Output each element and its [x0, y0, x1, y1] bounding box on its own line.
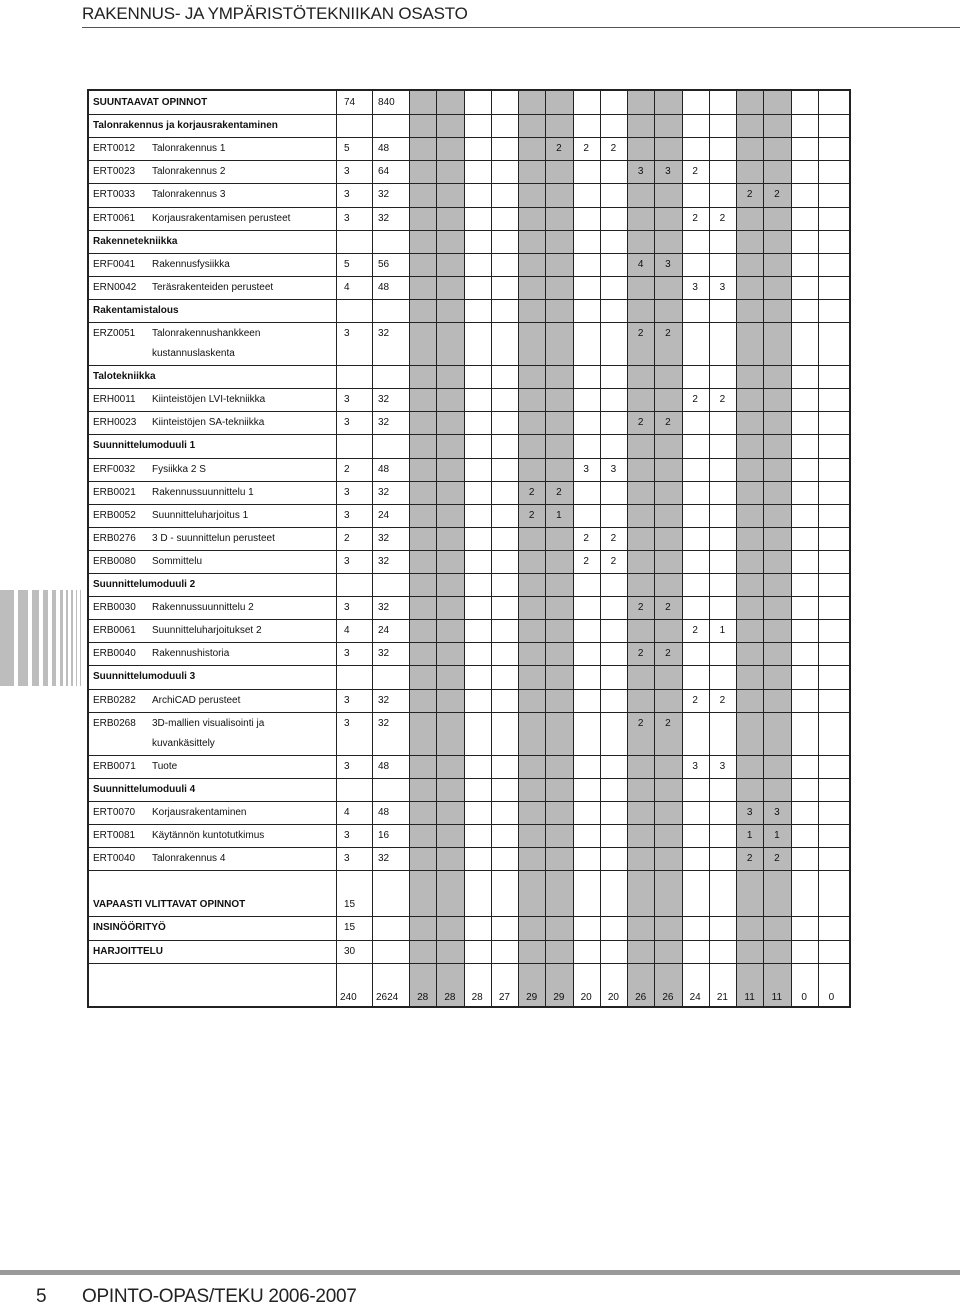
- group-heading: Talonrakennus ja korjausrakentaminen: [93, 120, 278, 132]
- semester-hours-cell: 3: [692, 281, 698, 293]
- row-divider: [89, 550, 849, 551]
- page-number: 5: [36, 1286, 47, 1307]
- row-divider: [89, 481, 849, 482]
- column-divider: [491, 91, 492, 1006]
- course-name: Kiinteistöjen LVI-tekniikka: [152, 394, 266, 406]
- semester-hours-cell: 2: [719, 394, 726, 406]
- semester-column-shade: [518, 91, 545, 1006]
- row-divider: [89, 801, 849, 802]
- row-divider: [89, 940, 849, 941]
- semester-hours-cell: 2: [665, 328, 671, 339]
- semester-hours-cell: 3: [692, 760, 698, 772]
- course-name: ArchiCAD perusteet: [152, 694, 241, 706]
- row-divider: [89, 114, 849, 115]
- row-divider: [89, 755, 849, 756]
- column-divider: [336, 91, 337, 1006]
- semester-hours-cell: 3: [774, 806, 780, 818]
- hours-cell: 32: [378, 486, 390, 498]
- course-name: Teräsrakenteiden perusteet: [152, 281, 274, 293]
- hours-cell: 840: [378, 97, 395, 108]
- semester-hours-cell: 2: [637, 328, 644, 339]
- group-heading: Suunnittelumoduuli 2: [93, 579, 196, 590]
- semester-hours-cell: 2: [610, 143, 617, 155]
- decorative-barcode: [0, 590, 88, 686]
- row-divider: [89, 388, 849, 389]
- semester-total-cell: 11: [744, 991, 755, 1003]
- course-name: Talonrakennus 1: [152, 143, 226, 155]
- row-divider: [89, 665, 849, 666]
- semester-total-cell: 20: [607, 991, 619, 1003]
- hours-cell: 32: [378, 532, 390, 544]
- semester-hours-cell: 3: [637, 166, 644, 178]
- row-divider: [89, 619, 849, 620]
- row-divider: [89, 847, 849, 848]
- semester-column-shade: [763, 91, 790, 1006]
- total-credits: 240: [340, 991, 357, 1003]
- semester-total-cell: 21: [716, 991, 728, 1003]
- row-divider: [89, 870, 849, 871]
- hours-cell: 24: [378, 509, 390, 521]
- course-name-cont: kuvankäsittely: [152, 737, 215, 749]
- credits-cell: 5: [344, 143, 350, 155]
- course-name: Talonrakennus 3: [152, 189, 226, 201]
- column-divider: [518, 91, 519, 1006]
- course-code: ERB0061: [93, 625, 136, 637]
- semester-total-cell: 24: [689, 991, 701, 1003]
- row-divider: [89, 527, 849, 528]
- semester-hours-cell: 2: [610, 532, 617, 544]
- row-divider: [89, 276, 849, 277]
- course-name: 3 D - suunnittelun perusteet: [152, 532, 275, 544]
- row-divider: [89, 824, 849, 825]
- semester-hours-cell: 2: [692, 394, 698, 406]
- semester-hours-cell: 2: [774, 853, 780, 865]
- column-divider: [818, 91, 819, 1006]
- semester-hours-cell: 2: [665, 417, 671, 429]
- course-code: ERT0061: [93, 212, 136, 224]
- column-divider: [682, 91, 683, 1006]
- semester-hours-cell: 3: [583, 463, 589, 475]
- semester-hours-cell: 2: [583, 555, 589, 567]
- semester-hours-cell: 2: [528, 509, 535, 521]
- column-divider: [709, 91, 710, 1006]
- semester-hours-cell: 2: [528, 486, 535, 498]
- course-code: ERB0040: [93, 648, 136, 660]
- column-divider: [763, 91, 764, 1006]
- course-name: Talonrakennus 2: [152, 166, 226, 178]
- credits-cell: 3: [344, 760, 350, 772]
- course-code: ERB0021: [93, 486, 136, 498]
- semester-hours-cell: 3: [746, 806, 753, 818]
- semester-hours-cell: 2: [692, 166, 698, 178]
- semester-total-cell: 0: [801, 991, 807, 1003]
- course-name: Korjausrakentamisen perusteet: [152, 212, 291, 224]
- semester-column-shade: [627, 91, 654, 1006]
- column-divider: [573, 91, 574, 1006]
- hours-cell: 32: [378, 694, 390, 706]
- semester-hours-cell: 2: [665, 717, 671, 729]
- hours-cell: 16: [378, 830, 390, 841]
- semester-total-cell: 28: [471, 991, 483, 1003]
- credits-cell: 2: [344, 463, 350, 475]
- course-name: Suunnitteluharjoitukset 2: [152, 625, 262, 637]
- hours-cell: 48: [378, 760, 390, 772]
- column-divider: [464, 91, 465, 1006]
- semester-hours-cell: 2: [665, 648, 671, 660]
- course-code: ERN0042: [93, 281, 137, 293]
- course-code: ERB0080: [93, 555, 136, 567]
- course-code: ERB0276: [93, 532, 136, 544]
- course-name-cont: kustannuslaskenta: [152, 348, 235, 359]
- row-divider: [89, 434, 849, 435]
- semester-total-cell: 26: [635, 991, 647, 1003]
- semester-hours-cell: 2: [556, 486, 562, 498]
- course-code: ERB0030: [93, 602, 136, 614]
- hours-cell: 48: [378, 806, 390, 818]
- semester-hours-cell: 2: [692, 212, 698, 224]
- credits-cell: 15: [344, 922, 356, 934]
- semester-hours-cell: 1: [746, 830, 753, 841]
- semester-hours-cell: 2: [637, 717, 644, 729]
- semester-hours-cell: 2: [665, 602, 671, 614]
- credits-cell: 4: [344, 806, 350, 818]
- course-code: ERT0033: [93, 189, 136, 201]
- semester-total-cell: 26: [662, 991, 674, 1003]
- course-name: Fysiikka 2 S: [152, 463, 206, 475]
- column-divider: [600, 91, 601, 1006]
- credits-cell: 3: [344, 509, 350, 521]
- semester-hours-cell: 3: [665, 258, 671, 270]
- credits-cell: 3: [344, 648, 350, 660]
- semester-hours-cell: 2: [583, 143, 589, 155]
- credits-cell: 3: [344, 328, 350, 339]
- credits-cell: 3: [344, 853, 350, 865]
- semester-hours-cell: 2: [637, 648, 644, 660]
- credits-cell: 3: [344, 830, 350, 841]
- row-divider: [89, 253, 849, 254]
- hours-cell: 32: [378, 328, 390, 339]
- semester-hours-cell: 2: [692, 625, 698, 637]
- course-name: Suunnitteluharjoitus 1: [152, 509, 249, 521]
- credits-cell: 3: [344, 555, 350, 567]
- course-name: Talonrakennushankkeen: [152, 328, 261, 339]
- hours-cell: 32: [378, 555, 390, 567]
- row-divider: [89, 160, 849, 161]
- semester-hours-cell: 1: [556, 509, 562, 521]
- hours-cell: 32: [378, 417, 390, 429]
- semester-hours-cell: 2: [556, 143, 562, 155]
- course-code: ERH0023: [93, 417, 137, 429]
- semester-hours-cell: 2: [719, 694, 726, 706]
- course-code: ERB0071: [93, 760, 136, 772]
- course-code: ERF0041: [93, 258, 136, 270]
- semester-hours-cell: 2: [610, 555, 617, 567]
- course-code: ERT0040: [93, 853, 136, 865]
- course-name: Käytännön kuntotutkimus: [152, 830, 265, 841]
- semester-hours-cell: 1: [719, 625, 726, 637]
- semester-total-cell: 29: [553, 991, 565, 1003]
- semester-hours-cell: 3: [719, 281, 726, 293]
- course-name: Tuote: [152, 760, 178, 772]
- hours-cell: 24: [378, 625, 390, 637]
- column-divider: [736, 91, 737, 1006]
- credits-cell: 5: [344, 258, 350, 270]
- semester-hours-cell: 2: [692, 694, 698, 706]
- semester-total-cell: 28: [417, 991, 429, 1003]
- credits-cell: 3: [344, 394, 350, 406]
- credits-cell: 3: [344, 166, 350, 178]
- semester-hours-cell: 2: [746, 853, 753, 865]
- semester-hours-cell: 2: [746, 189, 753, 201]
- group-heading: Talotekniikka: [93, 371, 156, 383]
- hours-cell: 32: [378, 602, 390, 614]
- course-code: ERT0081: [93, 830, 136, 841]
- semester-hours-cell: 3: [610, 463, 617, 475]
- credits-cell: 3: [344, 212, 350, 224]
- hours-cell: 56: [378, 258, 390, 270]
- row-divider: [89, 712, 849, 713]
- hours-cell: 48: [378, 281, 390, 293]
- footer-title: OPINTO-OPAS/TEKU 2006-2007: [82, 1286, 357, 1307]
- row-divider: [89, 230, 849, 231]
- semester-column-shade: [436, 91, 463, 1006]
- semester-column-shade: [409, 91, 436, 1006]
- course-name: Rakennussuunnittelu 1: [152, 486, 254, 498]
- course-code: ERT0023: [93, 166, 136, 178]
- course-name: Korjausrakentaminen: [152, 806, 247, 818]
- row-divider: [89, 183, 849, 184]
- semester-hours-cell: 2: [774, 189, 780, 201]
- column-divider: [791, 91, 792, 1006]
- semester-total-cell: 28: [444, 991, 456, 1003]
- credits-cell: 3: [344, 417, 350, 429]
- credits-cell: 3: [344, 189, 350, 201]
- footer-bar: [0, 1270, 960, 1275]
- group-heading: Suunnittelumoduuli 3: [93, 671, 196, 683]
- semester-total-cell: 27: [498, 991, 510, 1003]
- hours-cell: 32: [378, 189, 390, 201]
- row-divider: [89, 458, 849, 459]
- semester-hours-cell: 3: [719, 760, 726, 772]
- credits-cell: 3: [344, 602, 350, 614]
- row-divider: [89, 411, 849, 412]
- semester-hours-cell: 2: [719, 212, 726, 224]
- course-name: Rakennushistoria: [152, 648, 230, 660]
- semester-total-cell: 29: [526, 991, 538, 1003]
- row-divider: [89, 963, 849, 964]
- group-heading: Suunnittelumoduuli 4: [93, 783, 196, 795]
- row-divider: [89, 778, 849, 779]
- credits-cell: 3: [344, 717, 350, 729]
- credits-cell: 3: [344, 486, 350, 498]
- summary-label: INSINÖÖRITYÖ: [93, 922, 166, 934]
- course-name: Sommittelu: [152, 555, 203, 567]
- row-divider: [89, 504, 849, 505]
- group-heading: Rakentamistalous: [93, 304, 179, 316]
- summary-label: VAPAASTI VLITTAVAT OPINNOT: [93, 899, 246, 911]
- hours-cell: 64: [378, 166, 390, 178]
- row-divider: [89, 573, 849, 574]
- course-code: ERB0282: [93, 694, 136, 706]
- column-divider: [372, 91, 373, 1006]
- column-divider: [627, 91, 628, 1006]
- hours-cell: 32: [378, 717, 390, 729]
- course-code: ERF0032: [93, 463, 136, 475]
- course-code: ERB0268: [93, 717, 136, 729]
- row-divider: [89, 207, 849, 208]
- course-name: Talonrakennus 4: [152, 853, 226, 865]
- course-name: Rakennussuunnittelu 2: [152, 602, 254, 614]
- course-code: ERT0070: [93, 806, 136, 818]
- semester-total-cell: 20: [580, 991, 592, 1003]
- semester-total-cell: 11: [771, 991, 783, 1003]
- semester-total-cell: 0: [828, 991, 835, 1003]
- hours-cell: 32: [378, 212, 390, 224]
- credits-cell: 4: [344, 625, 350, 637]
- semester-column-shade: [736, 91, 763, 1006]
- column-divider: [409, 91, 410, 1006]
- hours-cell: 48: [378, 143, 390, 155]
- semester-column-shade: [545, 91, 572, 1006]
- hours-cell: 32: [378, 853, 390, 865]
- total-hours: 2624: [376, 991, 399, 1003]
- row-divider: [89, 916, 849, 917]
- course-name: Kiinteistöjen SA-tekniikka: [152, 417, 265, 429]
- course-code: ERT0012: [93, 143, 136, 155]
- credits-cell: 4: [344, 281, 350, 293]
- semester-hours-cell: 2: [637, 417, 644, 429]
- course-code: ERZ0051: [93, 328, 136, 339]
- row-divider: [89, 137, 849, 138]
- semester-hours-cell: 2: [637, 602, 644, 614]
- row-divider: [89, 689, 849, 690]
- semester-hours-cell: 4: [637, 258, 644, 270]
- course-name: 3D-mallien visualisointi ja: [152, 717, 265, 729]
- row-divider: [89, 299, 849, 300]
- course-code: ERB0052: [93, 509, 136, 521]
- column-divider: [545, 91, 546, 1006]
- credits-cell: 2: [344, 532, 350, 544]
- row-divider: [89, 322, 849, 323]
- summary-label: HARJOITTELU: [93, 945, 163, 957]
- hours-cell: 32: [378, 394, 390, 406]
- credits-cell: 15: [344, 899, 356, 911]
- column-divider: [436, 91, 437, 1006]
- group-heading: Suunnittelumoduuli 1: [93, 440, 196, 452]
- header-divider: [82, 27, 960, 28]
- semester-hours-cell: 3: [665, 166, 671, 178]
- semester-column-shade: [654, 91, 681, 1006]
- semester-hours-cell: 2: [583, 532, 589, 544]
- semester-hours-cell: 1: [774, 830, 780, 841]
- course-name: Rakennusfysiikka: [152, 258, 230, 270]
- group-heading: Rakennetekniikka: [93, 235, 178, 247]
- hours-cell: 32: [378, 648, 390, 660]
- section-heading: SUUNTAAVAT OPINNOT: [93, 97, 208, 108]
- column-divider: [654, 91, 655, 1006]
- curriculum-table: [87, 89, 851, 1008]
- credits-cell: 30: [344, 945, 356, 957]
- row-divider: [89, 365, 849, 366]
- page-header-title: RAKENNUS- JA YMPÄRISTÖTEKNIIKAN OSASTO: [82, 4, 468, 23]
- hours-cell: 48: [378, 463, 390, 475]
- course-code: ERH0011: [93, 394, 136, 406]
- credits-cell: 74: [344, 97, 356, 108]
- row-divider: [89, 642, 849, 643]
- credits-cell: 3: [344, 694, 350, 706]
- row-divider: [89, 596, 849, 597]
